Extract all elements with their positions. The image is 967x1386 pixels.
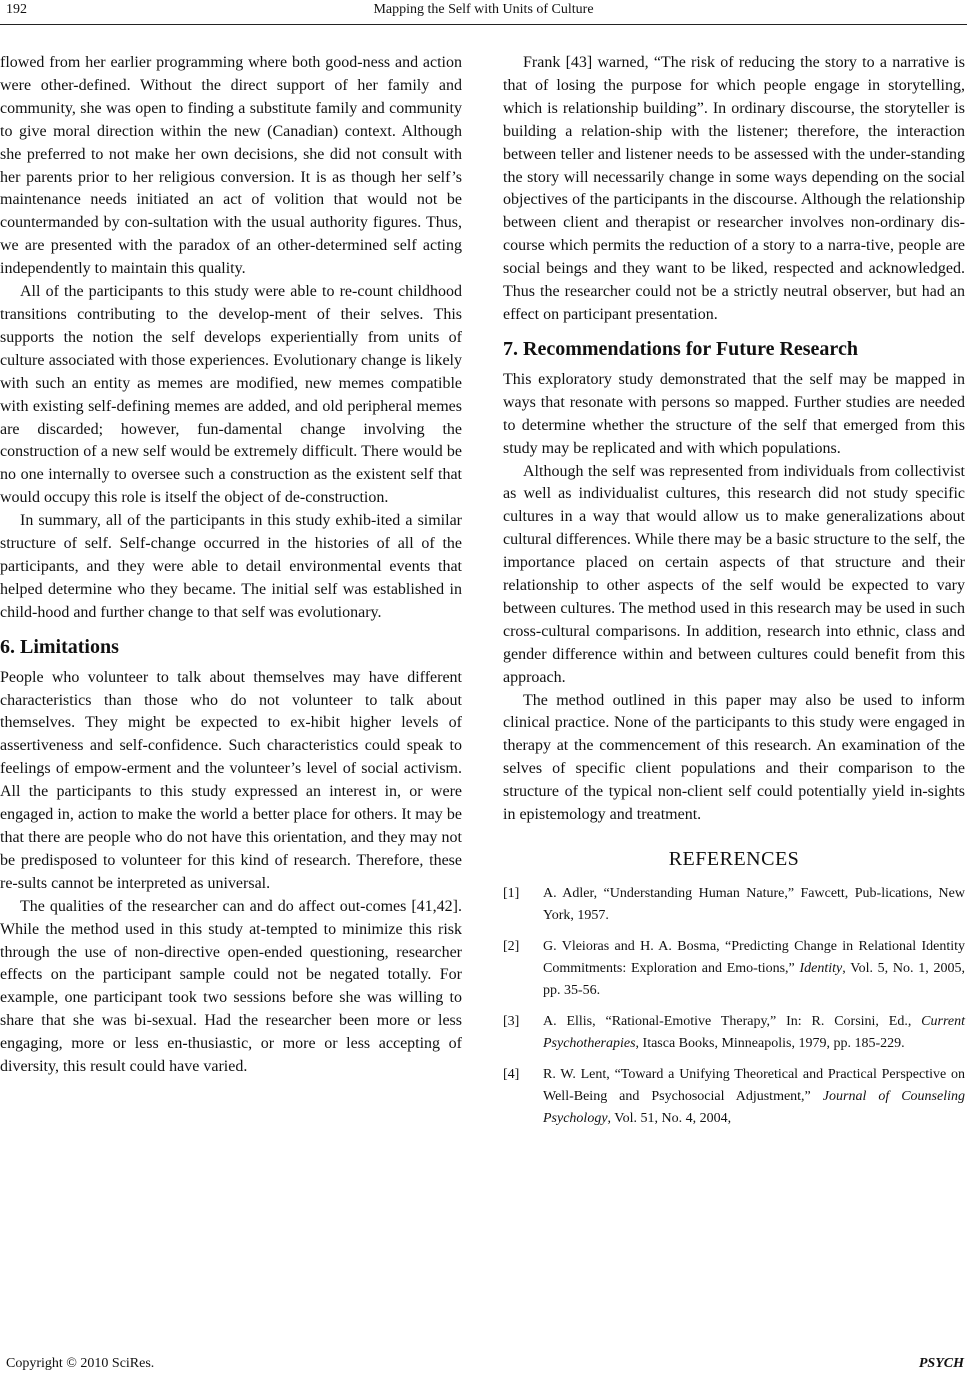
paragraph: flowed from her earlier programming where both good-ness and action were other-defined. Without the direct support of her family and community, she was open to finding a substitute family and community to give moral direction within the new (Canadian) context. Although she preferred to not make her own decisions, she did not consult with her parents prior to her religious conversion. It is as though her self’s maintenance needs initiated an act of volition that would not be countermanded by con-sultation with the usual authority figures. Thus, we are presented with the paradox of an other-determined self acting independently to maintain this quality. [0, 54, 462, 278]
section-heading-limitations: 6. Limitations [0, 635, 119, 658]
header-rule [0, 24, 967, 25]
paragraph: Although the self was represented from individuals from collectivist as well as individualist cultures, this research did not study specific cultures in a way that would allow us to make generalizations about cultural differences. While there may be a basic structure to the self, the importance placed on certain aspects of that structure and their relationship to other aspects of the self would be expected to vary between cultures. The method used in this research may be used in such cross-cultural comparisons. In addition, research into ethnic, class and gender difference within and between cultures could benefit from this approach. [503, 462, 965, 686]
paragraph: The qualities of the researcher can and do affect out-comes [41,42]. While the method used in this study at-tempted to minimize this risk through the use of non-directive open-ended questioning, researcher effects on the participant sample could not be negated totally. For example, one participant took two sessions before she was willing to share that she was bi-sexual. Had the researcher been more or less engaging, more or less en-thusiastic, or more or less accepting of diversity, this result could have varied. [0, 897, 462, 1076]
reference-item [503, 1011, 965, 1055]
reference-text: A. Ellis, “Rational-Emotive Therapy,” In: R. Corsini, Ed., Current Psychotherapies, Itasca Books, Minneapolis, 1979, pp. 185-229. [543, 1014, 965, 1051]
footer-copyright: Copyright © 2010 SciRes. [6, 1356, 155, 1371]
reference-text: A. Adler, “Understanding Human Nature,” Fawcett, Pub-lications, New York, 1957. [543, 886, 965, 923]
right-column [503, 52, 965, 1139]
paragraph: The method outlined in this paper may also be used to inform clinical practice. None of the participants to this study were engaged in therapy at the commencement of this research. An examination of the selves of specific client populations and their comparison to the structure of the typical non-client self could potentially yield in-sights in epistemology and treatment. [503, 691, 965, 824]
footer-journal: PSYCH [918, 1356, 964, 1371]
reference-number: [2] [503, 939, 520, 954]
section-heading-recommendations: 7. Recommendations for Future Research [503, 337, 858, 360]
reference-item [503, 936, 965, 1002]
paragraph: In summary, all of the participants in this study exhib-ited a similar structure of self. Self-change occurred in the histories of all of the participants, and they were able to detail environmental events that helped determine who they became. The initial self was established in child-hood and further change to that self was evolutionary. [0, 512, 462, 621]
reference-text: R. W. Lent, “Toward a Unifying Theoretical and Practical Perspective on Well-Being and Psychosocial Adjustment,” Journal of Counseling Psychology, Vol. 51, No. 4, 2004, [543, 1067, 965, 1126]
reference-text: G. Vleioras and H. A. Bosma, “Predicting Change in Relational Identity Commitments: Exploration and Emo-tions,” Identity, Vol. 5, No. 1, 2005, pp. 35-56. [543, 939, 965, 998]
left-column [0, 52, 462, 1079]
page-number: 192 [6, 2, 27, 17]
paragraph: People who volunteer to talk about themselves may have different characteristics than those who do not volunteer to talk about themselves. They might be expected to ex-hibit higher levels of assertiveness and self-confidence. Such characteristics could speak to feelings of empow-erment and the volunteer’s level of social activism. All the participants to this study expressed an interest in, or were engaged in, action to make the world a better place for others. It may be that there are people who do not have this orientation, and they may not be predisposed to volunteer for this kind of research. Therefore, these re-sults cannot be interpreted as universal. [0, 668, 462, 892]
references-heading: REFERENCES [668, 848, 800, 870]
reference-item [503, 883, 965, 927]
reference-number: [1] [503, 886, 520, 901]
paragraph: Frank [43] warned, “The risk of reducing the story to a narrative is that of losing the purpose for which people engage in storytelling, which is relationship building”. In ordinary discourse, the storyteller is building a relation-ship with the listener; therefore, the interaction between teller and listener needs to be assessed with the under-standing the story will necessarily change in some ways depending on the social objectives of the participants in the discourse. Although the relationship between client and therapist or researcher involves non-ordinary dis-course which permits the reduction of a story to a narra-tive, people are social beings and they want to be liked, respected and acknowledged. Thus the researcher could not be a strictly neutral observer, but had an effect on participant presentation. [503, 54, 965, 323]
reference-number: [4] [503, 1067, 520, 1082]
running-title: Mapping the Self with Units of Culture [373, 2, 594, 17]
reference-number: [3] [503, 1014, 520, 1029]
paragraph: All of the participants to this study were able to re-count childhood transitions contributing to the develop-ment of their selves. This supports the notion the self develops experientially from units of culture associated with those experiences. Evolutionary change is likely with such an entity as memes are modified, new memes compatible with existing self-defining memes are added, and old peripheral memes are discarded; however, fun-damental change involving the construction of a new self would be extremely difficult. There would be no one internally to oversee such a construction as the existent self that would occupy this role is itself the object of de-construction. [0, 283, 462, 507]
reference-item [503, 1064, 965, 1130]
paragraph: This exploratory study demonstrated that the self may be mapped in ways that resonate with persons so mapped. Further studies are needed to determine whether the structure of the self that emerged from this study may be replicated and with which populations. [503, 370, 965, 457]
